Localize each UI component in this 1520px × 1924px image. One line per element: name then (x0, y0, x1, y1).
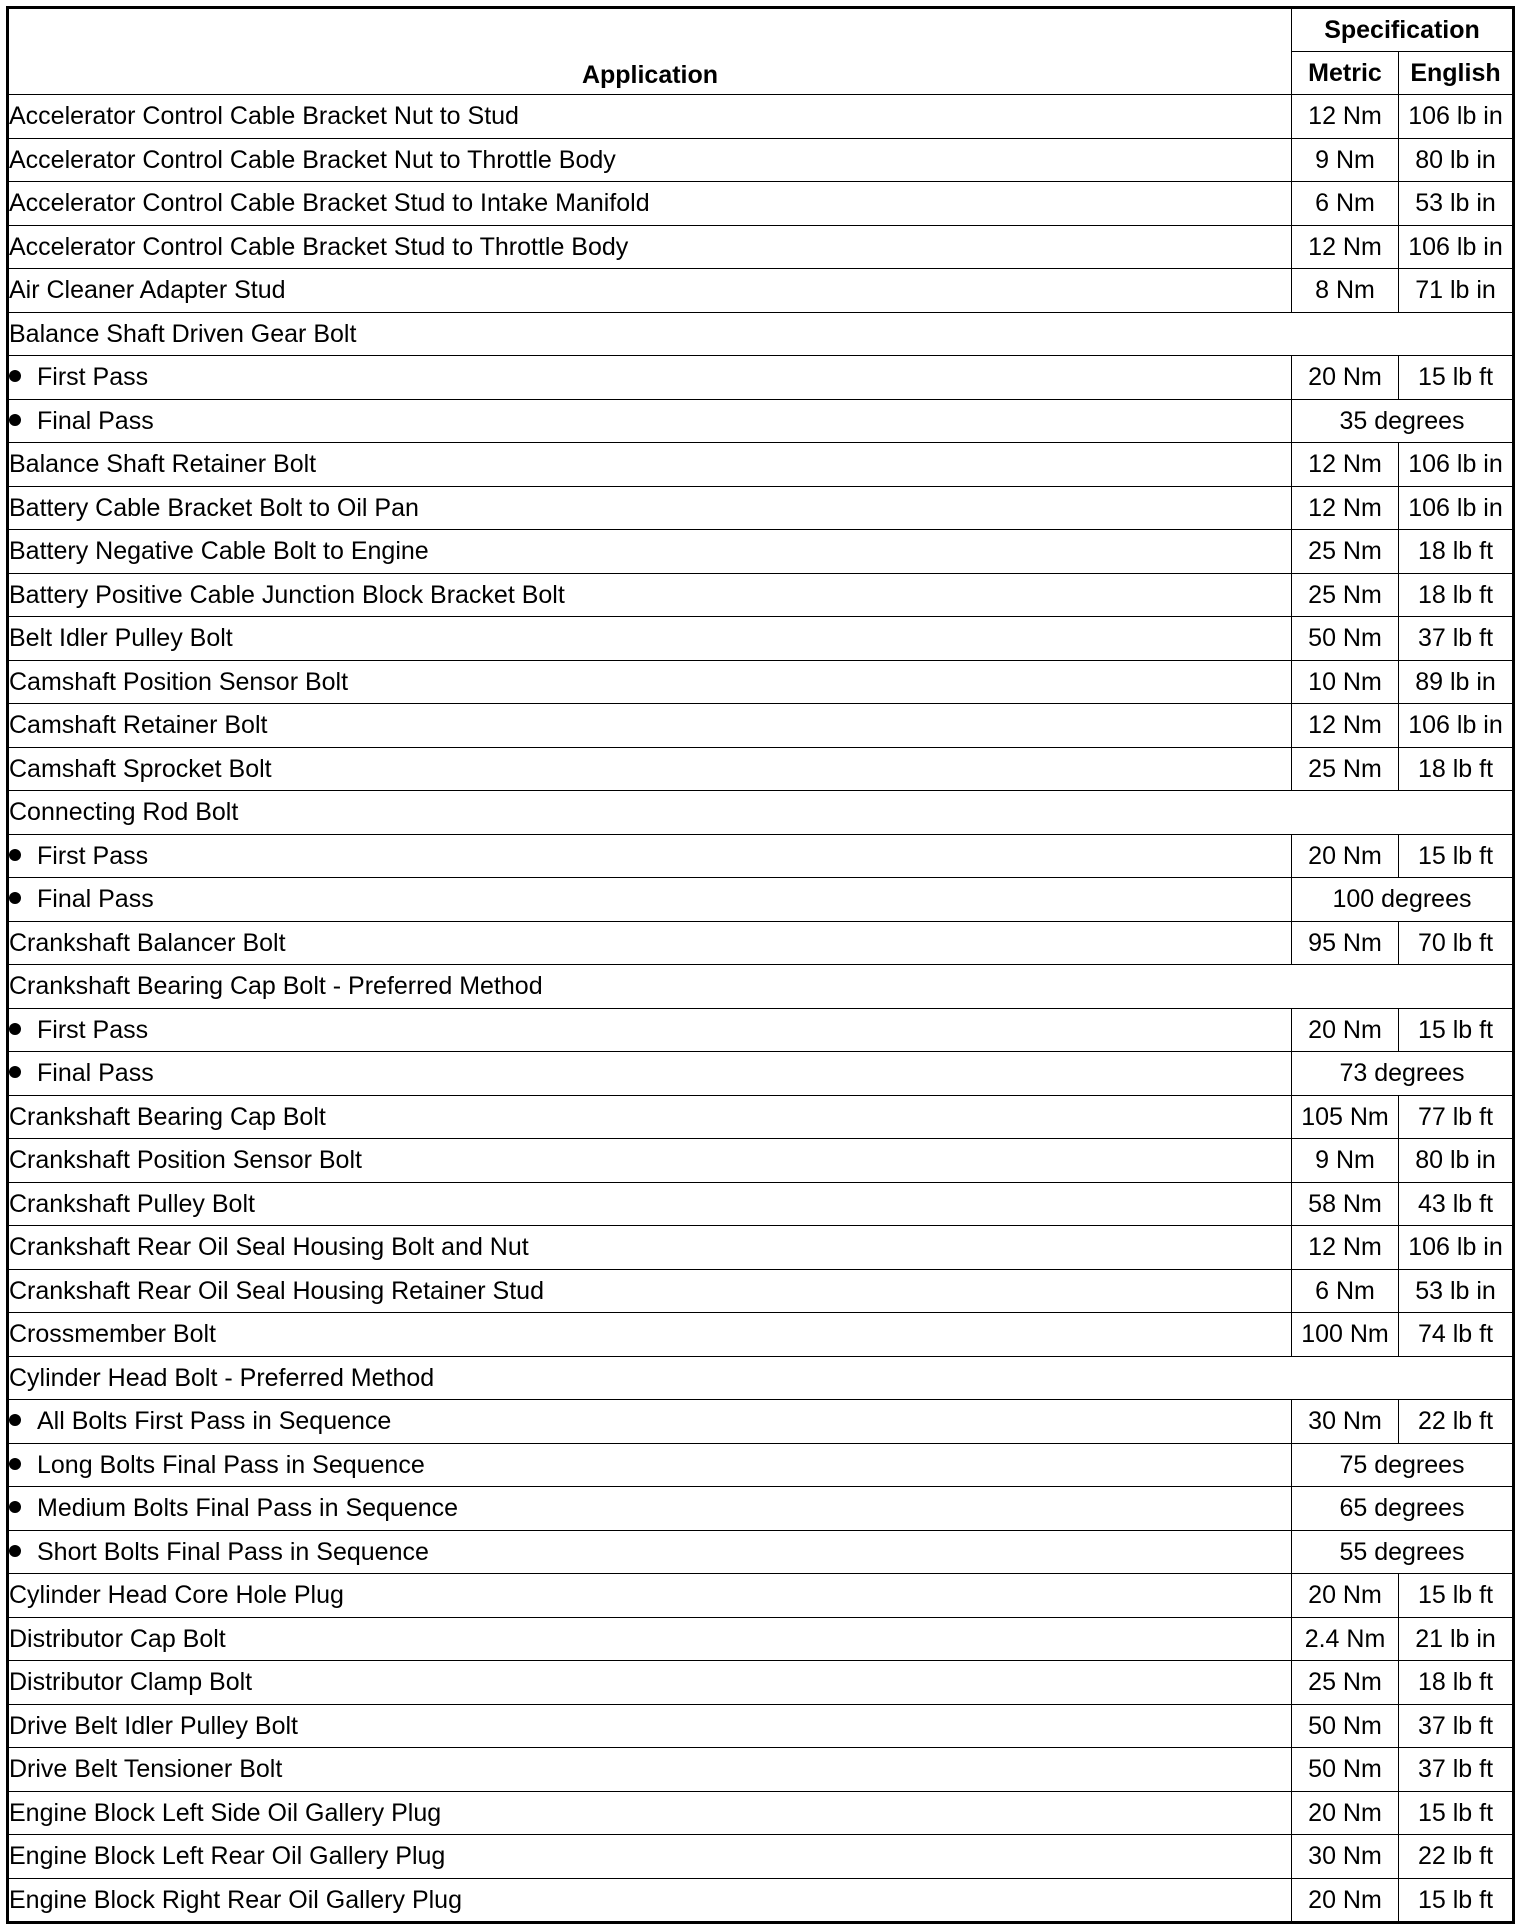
application-text: First Pass (37, 841, 149, 870)
table-row (8, 1878, 1514, 1923)
application-text: Short Bolts Final Pass in Sequence (37, 1537, 429, 1566)
table-row (8, 1269, 1514, 1313)
application-cell (8, 225, 1292, 269)
application-text: Air Cleaner Adapter Stud (9, 276, 286, 304)
bullet-icon (9, 370, 21, 382)
bullet-icon (9, 1501, 21, 1513)
table-header (8, 8, 1514, 95)
application-cell (8, 1661, 1292, 1705)
table-row (8, 1661, 1514, 1705)
application-text: Crankshaft Bearing Cap Bolt (9, 1102, 326, 1131)
application-text: Final Pass (37, 885, 154, 913)
english-value-cell: 15 lb ft (1399, 1791, 1514, 1835)
metric-value-cell: 6 Nm (1292, 1269, 1399, 1313)
bullet-icon (9, 1545, 21, 1557)
application-text: Crankshaft Position Sensor Bolt (9, 1146, 362, 1174)
table-row (8, 1748, 1514, 1792)
application-text: Crankshaft Balancer Bolt (9, 928, 286, 957)
table-row (8, 1704, 1514, 1748)
column-header-metric: Metric (1292, 52, 1399, 95)
english-value-cell: 37 lb ft (1399, 617, 1514, 661)
fastener-torque-table (6, 6, 1515, 1924)
application-cell (8, 182, 1292, 226)
metric-value-cell: 20 Nm (1292, 356, 1399, 400)
application-cell (8, 921, 1292, 965)
table-row (8, 1226, 1514, 1270)
metric-value-cell: 20 Nm (1292, 1008, 1399, 1052)
metric-value-cell: 6 Nm (1292, 182, 1399, 226)
table-row-subitem (8, 1487, 1514, 1531)
bullet-icon (9, 414, 21, 426)
application-text: Balance Shaft Retainer Bolt (9, 450, 317, 478)
english-value-cell: 106 lb in (1399, 443, 1514, 487)
application-text: Engine Block Left Side Oil Gallery Plug (9, 1798, 442, 1827)
angle-value-cell: 75 degrees (1292, 1443, 1514, 1487)
application-cell (8, 1182, 1292, 1226)
application-cell (8, 617, 1292, 661)
application-text: Crankshaft Rear Oil Seal Housing Retainer Stud (9, 1276, 544, 1305)
application-text: Drive Belt Tensioner Bolt (9, 1755, 283, 1783)
table-row (8, 182, 1514, 226)
application-cell (8, 1226, 1292, 1270)
angle-value-cell: 73 degrees (1292, 1052, 1514, 1096)
metric-value-cell: 95 Nm (1292, 921, 1399, 965)
metric-value-cell: 12 Nm (1292, 95, 1399, 139)
english-value-cell: 21 lb in (1399, 1617, 1514, 1661)
metric-value-cell: 2.4 Nm (1292, 1617, 1399, 1661)
angle-value-cell: 55 degrees (1292, 1530, 1514, 1574)
english-value-cell: 22 lb ft (1399, 1400, 1514, 1444)
table-row-subitem (8, 1400, 1514, 1444)
bullet-icon (9, 1458, 21, 1470)
metric-value-cell: 20 Nm (1292, 1574, 1399, 1618)
application-text: Long Bolts Final Pass in Sequence (37, 1450, 425, 1479)
table-row (8, 1617, 1514, 1661)
english-value-cell: 106 lb in (1399, 1226, 1514, 1270)
metric-value-cell: 50 Nm (1292, 1748, 1399, 1792)
table-row-subitem (8, 1530, 1514, 1574)
english-value-cell: 106 lb in (1399, 486, 1514, 530)
application-cell (8, 1617, 1292, 1661)
english-value-cell: 18 lb ft (1399, 1661, 1514, 1705)
table-row (8, 747, 1514, 791)
application-text: Battery Positive Cable Junction Block Bracket Bolt (9, 580, 565, 609)
application-text: Final Pass (37, 1059, 154, 1087)
angle-value-cell: 100 degrees (1292, 878, 1514, 922)
english-value-cell: 18 lb ft (1399, 573, 1514, 617)
table-row (8, 486, 1514, 530)
metric-value-cell: 12 Nm (1292, 225, 1399, 269)
angle-value-cell: 35 degrees (1292, 399, 1514, 443)
application-text: Engine Block Right Rear Oil Gallery Plug (9, 1885, 462, 1914)
metric-value-cell: 12 Nm (1292, 443, 1399, 487)
application-cell (8, 269, 1292, 313)
english-value-cell: 15 lb ft (1399, 1008, 1514, 1052)
english-value-cell: 89 lb in (1399, 660, 1514, 704)
metric-value-cell: 25 Nm (1292, 1661, 1399, 1705)
metric-value-cell: 25 Nm (1292, 747, 1399, 791)
application-cell (8, 1008, 1292, 1052)
metric-value-cell: 50 Nm (1292, 1704, 1399, 1748)
group-heading: Crankshaft Bearing Cap Bolt - Preferred Method (8, 965, 1514, 1009)
table-row-subitem (8, 356, 1514, 400)
application-cell (8, 878, 1292, 922)
application-cell (8, 95, 1292, 139)
table-row (8, 1574, 1514, 1618)
application-cell (8, 834, 1292, 878)
table-row-group (8, 1356, 1514, 1400)
table-row-subitem (8, 1008, 1514, 1052)
english-value-cell: 106 lb in (1399, 225, 1514, 269)
torque-spec-sheet (6, 6, 1512, 1924)
metric-value-cell: 12 Nm (1292, 704, 1399, 748)
application-cell (8, 1139, 1292, 1183)
english-value-cell: 37 lb ft (1399, 1748, 1514, 1792)
english-value-cell: 106 lb in (1399, 95, 1514, 139)
table-row-subitem (8, 399, 1514, 443)
table-row (8, 1139, 1514, 1183)
english-value-cell: 15 lb ft (1399, 834, 1514, 878)
metric-value-cell: 20 Nm (1292, 1791, 1399, 1835)
table-row (8, 138, 1514, 182)
application-cell (8, 1748, 1292, 1792)
application-cell (8, 660, 1292, 704)
table-row (8, 704, 1514, 748)
application-cell (8, 1574, 1292, 1618)
english-value-cell: 15 lb ft (1399, 356, 1514, 400)
table-row-group (8, 791, 1514, 835)
table-row-subitem (8, 1443, 1514, 1487)
table-row (8, 921, 1514, 965)
column-header-english: English (1399, 52, 1514, 95)
application-text: Accelerator Control Cable Bracket Stud to Intake Manifold (9, 189, 650, 217)
metric-value-cell: 30 Nm (1292, 1400, 1399, 1444)
application-text: Camshaft Retainer Bolt (9, 711, 268, 739)
english-value-cell: 71 lb in (1399, 269, 1514, 313)
application-cell (8, 356, 1292, 400)
application-text: Drive Belt Idler Pulley Bolt (9, 1711, 299, 1740)
application-cell (8, 1704, 1292, 1748)
application-text: Crankshaft Rear Oil Seal Housing Bolt and Nut (9, 1233, 529, 1261)
application-text: Camshaft Position Sensor Bolt (9, 667, 349, 696)
application-text: Accelerator Control Cable Bracket Nut to Throttle Body (9, 145, 616, 174)
english-value-cell: 15 lb ft (1399, 1878, 1514, 1923)
table-body (8, 95, 1514, 1923)
english-value-cell: 80 lb in (1399, 138, 1514, 182)
table-row (8, 1791, 1514, 1835)
application-cell (8, 138, 1292, 182)
table-row (8, 660, 1514, 704)
application-text: Final Pass (37, 406, 154, 435)
bullet-icon (9, 849, 21, 861)
table-row (8, 573, 1514, 617)
english-value-cell: 43 lb ft (1399, 1182, 1514, 1226)
application-cell (8, 1052, 1292, 1096)
metric-value-cell: 20 Nm (1292, 834, 1399, 878)
metric-value-cell: 9 Nm (1292, 138, 1399, 182)
english-value-cell: 70 lb ft (1399, 921, 1514, 965)
application-text: Distributor Cap Bolt (9, 1624, 226, 1653)
table-row (8, 1095, 1514, 1139)
application-text: Belt Idler Pulley Bolt (9, 624, 233, 652)
metric-value-cell: 30 Nm (1292, 1835, 1399, 1879)
table-row (8, 1835, 1514, 1879)
english-value-cell: 37 lb ft (1399, 1704, 1514, 1748)
application-text: First Pass (37, 1015, 149, 1044)
english-value-cell: 106 lb in (1399, 704, 1514, 748)
application-cell (8, 486, 1292, 530)
table-row (8, 225, 1514, 269)
table-row (8, 95, 1514, 139)
table-row (8, 530, 1514, 574)
column-header-specification: Specification (1292, 8, 1514, 52)
application-cell (8, 573, 1292, 617)
bullet-icon (9, 1023, 21, 1035)
application-cell (8, 1269, 1292, 1313)
metric-value-cell: 8 Nm (1292, 269, 1399, 313)
table-row (8, 1182, 1514, 1226)
application-text: Battery Negative Cable Bolt to Engine (9, 537, 429, 565)
metric-value-cell: 25 Nm (1292, 530, 1399, 574)
table-row (8, 617, 1514, 661)
metric-value-cell: 58 Nm (1292, 1182, 1399, 1226)
application-text: Medium Bolts Final Pass in Sequence (37, 1494, 459, 1522)
metric-value-cell: 9 Nm (1292, 1139, 1399, 1183)
application-text: Distributor Clamp Bolt (9, 1668, 253, 1696)
header-row-top (8, 8, 1514, 52)
table-row (8, 269, 1514, 313)
metric-value-cell: 105 Nm (1292, 1095, 1399, 1139)
table-row-subitem (8, 878, 1514, 922)
bullet-icon (9, 1066, 21, 1078)
metric-value-cell: 20 Nm (1292, 1878, 1399, 1923)
table-row-group (8, 965, 1514, 1009)
application-cell (8, 1487, 1292, 1531)
application-cell (8, 1400, 1292, 1444)
application-text: Battery Cable Bracket Bolt to Oil Pan (9, 493, 419, 522)
metric-value-cell: 12 Nm (1292, 1226, 1399, 1270)
english-value-cell: 80 lb in (1399, 1139, 1514, 1183)
application-cell (8, 443, 1292, 487)
application-text: Engine Block Left Rear Oil Gallery Plug (9, 1842, 446, 1870)
application-text: Crossmember Bolt (9, 1320, 216, 1348)
column-header-application: Application (8, 8, 1292, 95)
metric-value-cell: 50 Nm (1292, 617, 1399, 661)
application-cell (8, 1095, 1292, 1139)
metric-value-cell: 10 Nm (1292, 660, 1399, 704)
application-cell (8, 1835, 1292, 1879)
table-row (8, 443, 1514, 487)
application-cell (8, 1313, 1292, 1357)
table-row-subitem (8, 834, 1514, 878)
english-value-cell: 77 lb ft (1399, 1095, 1514, 1139)
application-text: Crankshaft Pulley Bolt (9, 1189, 255, 1218)
table-row (8, 1313, 1514, 1357)
group-heading: Balance Shaft Driven Gear Bolt (8, 312, 1514, 356)
application-text: Camshaft Sprocket Bolt (9, 754, 272, 783)
table-row-group (8, 312, 1514, 356)
application-cell (8, 1878, 1292, 1923)
english-value-cell: 22 lb ft (1399, 1835, 1514, 1879)
english-value-cell: 53 lb in (1399, 182, 1514, 226)
application-text: Accelerator Control Cable Bracket Stud to Throttle Body (9, 232, 629, 261)
bullet-icon (9, 892, 21, 904)
application-cell (8, 1530, 1292, 1574)
application-cell (8, 747, 1292, 791)
bullet-icon (9, 1414, 21, 1426)
application-cell (8, 704, 1292, 748)
application-cell (8, 1443, 1292, 1487)
english-value-cell: 18 lb ft (1399, 530, 1514, 574)
metric-value-cell: 100 Nm (1292, 1313, 1399, 1357)
table-row-subitem (8, 1052, 1514, 1096)
metric-value-cell: 25 Nm (1292, 573, 1399, 617)
metric-value-cell: 12 Nm (1292, 486, 1399, 530)
english-value-cell: 18 lb ft (1399, 747, 1514, 791)
group-heading: Cylinder Head Bolt - Preferred Method (8, 1356, 1514, 1400)
english-value-cell: 74 lb ft (1399, 1313, 1514, 1357)
application-text: All Bolts First Pass in Sequence (37, 1407, 392, 1435)
application-text: Accelerator Control Cable Bracket Nut to Stud (9, 102, 519, 130)
application-text: First Pass (37, 363, 149, 391)
application-cell (8, 530, 1292, 574)
english-value-cell: 15 lb ft (1399, 1574, 1514, 1618)
angle-value-cell: 65 degrees (1292, 1487, 1514, 1531)
english-value-cell: 53 lb in (1399, 1269, 1514, 1313)
application-text: Cylinder Head Core Hole Plug (9, 1581, 344, 1609)
application-cell (8, 399, 1292, 443)
group-heading: Connecting Rod Bolt (8, 791, 1514, 835)
application-cell (8, 1791, 1292, 1835)
